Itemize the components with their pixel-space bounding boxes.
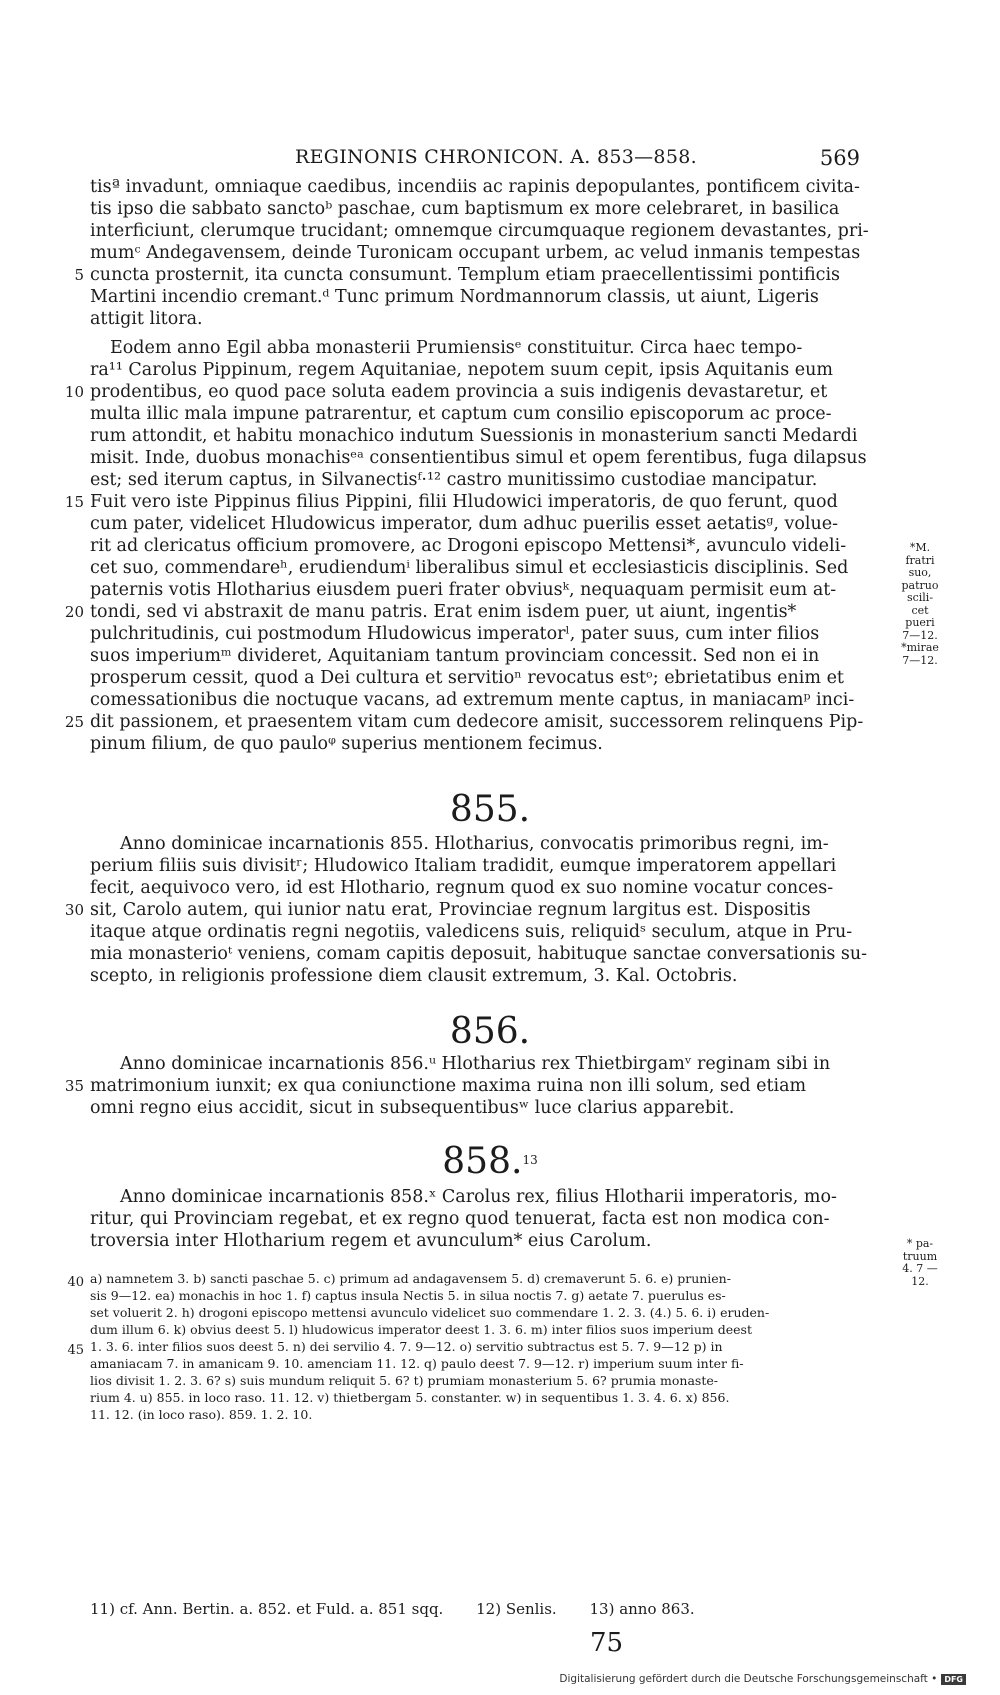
text-line: sit, Carolo autem, qui iunior natu erat, Provinciae regnum largitus est. Dispositis — [90, 900, 811, 920]
text-line: attigit litora. — [90, 309, 203, 329]
text-line: mia monasterioᵗ veniens, comam capitis deposuit, habituque sanctae conversationis su- — [90, 944, 868, 964]
text-line: Anno dominicae incarnationis 856.ᵘ Hlotharius rex Thietbirgamᵛ reginam sibi in — [120, 1054, 831, 1074]
text-line: prodentibus, eo quod pace soluta eadem provincia a suis indigenis devastaretur, et — [90, 382, 828, 402]
text-line: tisª invadunt, omniaque caedibus, incendiis ac rapinis depopulantes, pontificem civita- — [90, 177, 860, 197]
text-line: Anno dominicae incarnationis 855. Hlotharius, convocatis primoribus regni, im- — [120, 834, 829, 854]
page-header — [90, 146, 860, 174]
footnote-line: 11. 12. (in loco raso). 859. 1. 2. 10. — [90, 1407, 313, 1422]
line-number: 45 — [67, 1343, 84, 1358]
text-line: ritur, qui Provinciam regebat, et ex regno quod tenuerat, facta est non modica con- — [90, 1209, 830, 1229]
dfg-logo: DFG — [941, 1674, 966, 1685]
year-note-ref: 13 — [522, 1153, 538, 1167]
credit-text: Digitalisierung gefördert durch die Deutsche Forschungsgemeinschaft • — [559, 1673, 938, 1685]
running-title: REGINONIS CHRONICON. A. 853—858. — [295, 146, 697, 168]
year-heading-855: 855. — [449, 789, 531, 830]
text-line: itaque atque ordinatis regni negotiis, valedicens suis, reliquidˢ seculum, atque in Pru- — [90, 922, 853, 942]
sheet-number: 75 — [590, 1628, 624, 1658]
text-line: suos imperiumᵐ divideret, Aquitaniam tantum provinciam concessit. Sed non ei in — [90, 646, 820, 666]
line-number: 15 — [64, 493, 84, 511]
year-heading-858 — [90, 1140, 890, 1184]
text-line: pulchritudinis, cui postmodum Hludowicus imperatorˡ, pater suus, cum inter filios — [90, 624, 820, 644]
text-line: comessationibus die noctuque vacans, ad extremum mente captus, in maniacamᵖ inci- — [90, 690, 855, 710]
text-line: rum attondit, et habitu monachico indutum Suessionis in monasterium sancti Medardi — [90, 426, 858, 446]
text-line: Anno dominicae incarnationis 858.ˣ Carolus rex, filius Hlotharii imperatoris, mo- — [120, 1187, 837, 1207]
line-number: 20 — [64, 603, 84, 621]
line-number: 25 — [64, 713, 84, 731]
page-number: 569 — [819, 146, 860, 170]
text-line: Fuit vero iste Pippinus filius Pippini, filii Hludowici imperatoris, de quo ferunt, quod — [90, 492, 838, 512]
text-line: cet suo, commendareʰ, erudiendumⁱ liberalibus simul et ecclesiasticis disciplinis. Sed — [90, 558, 849, 578]
text-line: tis ipso die sabbato sanctoᵇ paschae, cum baptismum ex more celebraret, in basilica — [90, 199, 840, 219]
footnote-line: sis 9—12. ea) monachis in hoc 1. f) captus insula Nectis 5. in silua noctis 7. g) aetate 7. puerulus es- — [90, 1288, 726, 1303]
text-line: cuncta prosternit, ita cuncta consumunt. Templum etiam praecellentissimi pontificis — [90, 265, 841, 285]
footnote-line: dum illum 6. k) obvius deest 5. l) hludowicus imperator deest 1. 3. 6. m) inter filios suos imperium deest — [90, 1322, 752, 1337]
text-line: scepto, in religionis professione diem clausit extremum, 3. Kal. Octobris. — [90, 966, 738, 986]
editor-notes — [90, 1600, 890, 1618]
line-number: 10 — [64, 383, 84, 401]
line-number: 30 — [64, 901, 84, 919]
text-line: perium filiis suis divisitʳ; Hludowico Italiam tradidit, eumque imperatorem appellari — [90, 856, 837, 876]
footnote-line: 1. 3. 6. inter filios suos deest 5. n) dei servilio 4. 7. 9—12. o) servitio subtractus est 5. 7. 9—12 p) in — [90, 1339, 723, 1354]
text-line: troversia inter Hlotharium regem et avunculum* eius Carolum. — [90, 1231, 652, 1251]
text-line: cum pater, videlicet Hludowicus imperator, dum adhuc puerilis esset aetatisᵍ, volue- — [90, 514, 839, 534]
text-line: ra¹¹ Carolus Pippinum, regem Aquitaniae, nepotem suum cepit, ipsis Aquitanis eum — [90, 360, 833, 380]
text-line: misit. Inde, duobus monachisᵉᵃ consentientibus simul et opem ferentibus, fuga dilapsus — [90, 448, 867, 468]
text-line: prosperum cessit, quod a Dei cultura et servitioⁿ revocatus estᵒ; ebrietatibus enim et — [90, 668, 844, 688]
text-line: Martini incendio cremant.ᵈ Tunc primum Nordmannorum classis, ut aiunt, Ligeris — [90, 287, 819, 307]
text-line: mumᶜ Andegavensem, deinde Turonicam occupant urbem, ac velud inmanis tempestas — [90, 243, 861, 263]
footnote-line: rium 4. u) 855. in loco raso. 11. 12. v) thietbergam 5. constanter. w) in sequentibus 1. 3. 4. 6. x) 856. — [90, 1390, 730, 1405]
editor-note: 13) anno 863. — [589, 1600, 695, 1618]
footnote-line: lios divisit 1. 2. 3. 6? s) suis mundum reliquit 5. 6? t) prumiam monasterium 5. 6? prumia monaste- — [90, 1373, 718, 1388]
text-line: interficiunt, clerumque trucidant; omnemque circumquaque regionem devastantes, pri- — [90, 221, 869, 241]
text-line: fecit, aequivoco vero, id est Hlothario, regnum quod ex suo nomine vocatur conces- — [90, 878, 834, 898]
year-heading-858-text: 858. — [442, 1141, 523, 1182]
text-line: multa illic mala impune patrarentur, et captum cum consilio episcoporum ac proce- — [90, 404, 832, 424]
text-line: est; sed iterum captus, in Silvanectisᶠ·¹² castro munitissimo custodiae mancipatur. — [90, 470, 818, 490]
text-line: pinum filium, de quo pauloᵠ superius mentionem fecimus. — [90, 734, 603, 754]
text-line: dit passionem, et praesentem vitam cum dedecore amisit, successorem relinquens Pip- — [90, 712, 864, 732]
editor-note: 12) Senlis. — [476, 1600, 557, 1618]
editor-note: 11) cf. Ann. Bertin. a. 852. et Fuld. a. 851 sqq. — [90, 1600, 444, 1618]
line-number: 35 — [64, 1077, 84, 1095]
footnote-line: set voluerit 2. h) drogoni episcopo mettensi avunculo videlicet suo commendare 1. 2. 3. (4.) 5. 6. i) eruden- — [90, 1305, 770, 1320]
marginal-note: * pa- truum 4. 7 — 12. — [902, 1237, 938, 1288]
line-number: 5 — [74, 266, 84, 284]
text-line: paternis votis Hlotharius eiusdem pueri frater obviusᵏ, nequaquam permisit eum at- — [90, 580, 837, 600]
text-line: matrimonium iunxit; ex qua coniunctione maxima ruina non illi solum, sed etiam — [90, 1076, 807, 1096]
text-line: Eodem anno Egil abba monasterii Prumiensisᵉ constituitur. Circa haec tempo- — [110, 338, 803, 358]
digitization-credit — [559, 1673, 966, 1685]
line-number: 40 — [67, 1275, 84, 1290]
year-heading-856: 856. — [449, 1011, 531, 1052]
footnote-line: a) namnetem 3. b) sancti paschae 5. c) primum ad andagavensem 5. d) cremaverunt 5. 6. e) prunien- — [90, 1271, 731, 1286]
text-line: rit ad clericatus officium promovere, ac Drogoni episcopo Mettensi*, avunculo videli- — [90, 536, 847, 556]
text-line: tondi, sed vi abstraxit de manu patris. Erat enim isdem puer, ut aiunt, ingentis* — [90, 602, 797, 622]
footnote-line: amaniacam 7. in amanicam 9. 10. amenciam 11. 12. q) paulo deest 7. 9—12. r) imperium suum inter fi- — [90, 1356, 744, 1371]
text-line: omni regno eius accidit, sicut in subsequentibusʷ luce clarius apparebit. — [90, 1098, 735, 1118]
marginal-note: *M. fratri suo, patruo scili- cet pueri 7—12. *mirae 7—12. — [901, 541, 939, 667]
